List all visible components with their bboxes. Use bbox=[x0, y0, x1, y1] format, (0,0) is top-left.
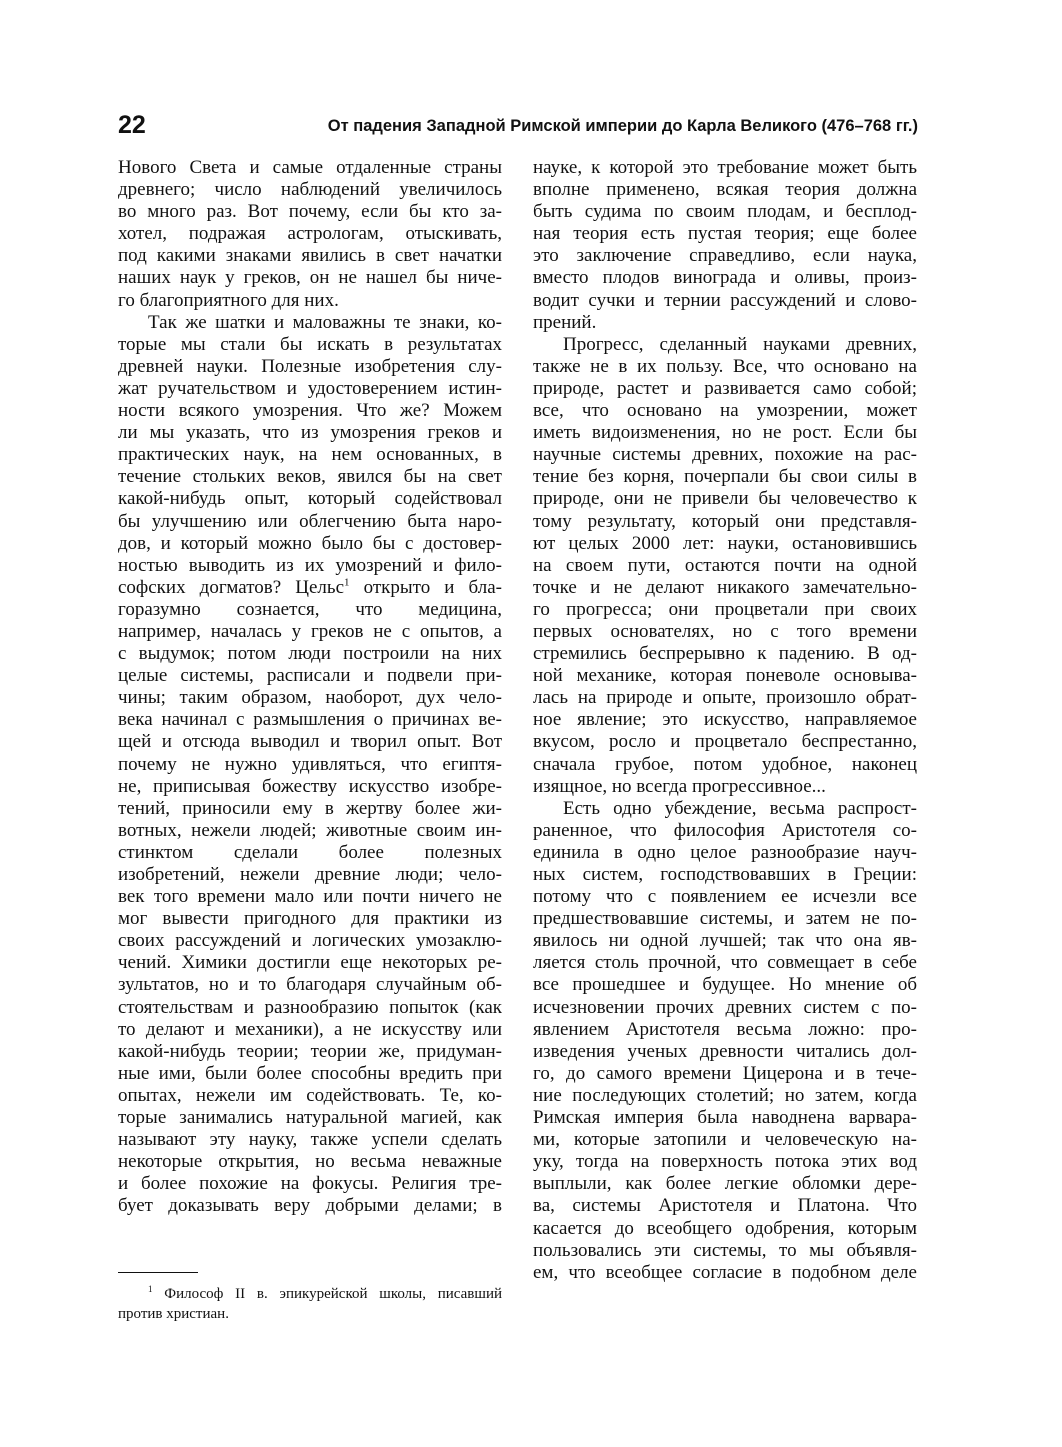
paragraph-first-line: Прогресс, сделанный науками древних, bbox=[563, 333, 917, 355]
footnote-text: Философ II в. эпикурейской школы, писавший bbox=[164, 1286, 502, 1302]
text-line: первых основателях, но с того времени bbox=[533, 620, 917, 642]
text-line: например, началась у греков не с опытов, а bbox=[118, 620, 502, 642]
text-line-with-footnote bbox=[118, 577, 502, 599]
text-line: ные ими, были более способны вредить при bbox=[118, 1062, 502, 1084]
text-line: древней науки. Полезные изобретения слу- bbox=[118, 355, 502, 377]
text-line: ная теория есть пустая теория; еще более bbox=[533, 223, 917, 245]
text-line: чины; таким образом, наоборот, дух чело- bbox=[118, 687, 502, 709]
text-line: предшествовавшие системы, и затем не по- bbox=[533, 908, 917, 930]
text-line: вполне применено, всякая теория должна bbox=[533, 179, 917, 201]
text-line: чений. Химики достигли еще некоторых ре- bbox=[118, 952, 502, 974]
text-line: вместо плодов винограда и оливы, произ- bbox=[533, 267, 917, 289]
text-line: выплыли, как более легкие обломки дере- bbox=[533, 1173, 917, 1195]
text-line: стремились беспрерывно к падению. В од- bbox=[533, 643, 917, 665]
text-line: какой-нибудь опыт, который содействовал bbox=[118, 488, 502, 510]
text-line: науке, к которой это требование может быть bbox=[533, 157, 917, 178]
text-line: не, приписывая божеству искусство изобре- bbox=[118, 775, 502, 797]
text-line: ностью выводить из их умозрений и фило- bbox=[118, 554, 502, 576]
text-line: и более похожие на фокусы. Религия тре- bbox=[118, 1173, 502, 1195]
text-line: бует доказывать веру добрыми делами; в bbox=[118, 1195, 502, 1217]
text-line: ние последующих столетий; но затем, когда bbox=[533, 1084, 917, 1106]
text-line: бы улучшению или облегчению быта наро- bbox=[118, 510, 502, 532]
text-line: ли мы указать, что из умозрения греков и bbox=[118, 422, 502, 444]
text-line: стинктом сделали более полезных bbox=[118, 841, 502, 863]
footnote-line bbox=[118, 1284, 502, 1304]
text-line: тение без корня, почерпали бы свои силы в bbox=[533, 466, 917, 488]
text-line: уку, тогда на поверхность потока этих вод bbox=[533, 1151, 917, 1173]
text-line: ем, что всеобщее согласие в подобном деле bbox=[533, 1261, 917, 1283]
text-line: течение стольких веков, явился бы на свет bbox=[118, 466, 502, 488]
text-line: наших наук у греков, он не нашел бы ниче- bbox=[118, 267, 502, 289]
text-line: стоятельствам и разнообразию попыток (как bbox=[118, 996, 502, 1018]
text-line: все, что основано на умозрении, может bbox=[533, 400, 917, 422]
text-line: водит сучки и тернии рассуждений и слово- bbox=[533, 289, 917, 311]
text-line: ляется столь прочной, что совмещает в себе bbox=[533, 952, 917, 974]
text-line: тений, приносили ему в жертву более жи- bbox=[118, 797, 502, 819]
text-line: какой-нибудь теории; теории же, придуман- bbox=[118, 1040, 502, 1062]
text-line: мог вывести пригодного для практики из bbox=[118, 908, 502, 930]
text-line: практических наук, на нем основанных, в bbox=[118, 444, 502, 466]
text-line: Нового Света и самые отдаленные страны bbox=[118, 157, 502, 178]
text-line: точке и не делают никакого замечательно- bbox=[533, 576, 917, 598]
text-line: раненное, что философия Аристотеля со- bbox=[533, 819, 917, 841]
text-line: го, до самого времени Цицерона и в тече- bbox=[533, 1062, 917, 1084]
text-line: под какими знаками явились в свет начатки bbox=[118, 245, 502, 267]
text-line: зультатов, но и то благодаря случайным об- bbox=[118, 974, 502, 996]
text-line: пользовались эти системы, то мы объявля- bbox=[533, 1239, 917, 1261]
text-line: хотел, подражая астрологам, отыскивать, bbox=[118, 223, 502, 245]
right-text-column bbox=[533, 157, 917, 1284]
text-line: ное явление; это искусство, направляемое bbox=[533, 709, 917, 731]
text-line: природе, они не привели бы человечество к bbox=[533, 488, 917, 510]
text-line: Римская империя была наводнена варвара- bbox=[533, 1107, 917, 1129]
text-line: опытах, нежели им содействовать. Те, ко- bbox=[118, 1084, 502, 1106]
footnote-reference[interactable]: 1 bbox=[344, 576, 350, 589]
text-line: ют целых 2000 лет: науки, остановившись bbox=[533, 532, 917, 554]
text-line: ных систем, господствовавших в Греции: bbox=[533, 864, 917, 885]
footnote bbox=[118, 1284, 502, 1324]
text-line: изящное, но всегда прогрессивное... bbox=[533, 775, 826, 797]
text-line: дов, и который можно было бы с достовер- bbox=[118, 532, 502, 554]
text-line: сначала грубое, потом удобное, наконец bbox=[533, 753, 917, 775]
text-line: века начинал с размышления о причинах ве- bbox=[118, 709, 502, 731]
text-line: торые занимались натуральной магией, как bbox=[118, 1107, 502, 1129]
text-line: то делают и механики), а не искусству или bbox=[118, 1018, 502, 1040]
text-line: вкусом, росло и процветало беспрестанно, bbox=[533, 731, 917, 753]
text-line: ми, которые затопили и человеческую на- bbox=[533, 1129, 917, 1151]
text-line: научные системы древних, похожие на рас- bbox=[533, 444, 917, 466]
text-line: явлением Аристотеля весьма ложно: про- bbox=[533, 1018, 917, 1040]
text-line: ности всякого умозрения. Что же? Можем bbox=[118, 400, 502, 422]
footnote-mark: 1 bbox=[148, 1284, 153, 1294]
text-line: щей и отсюда выводил и творил опыт. Вот bbox=[118, 731, 502, 753]
text-line: своих рассуждений и логических умозаклю- bbox=[118, 930, 502, 952]
text-line: называют эту науку, также успели сделать bbox=[118, 1129, 502, 1151]
text-line: ной механике, которая поневоле основыва- bbox=[533, 665, 917, 687]
page-header bbox=[118, 110, 918, 142]
paragraph-first-line: Есть одно убеждение, весьма распрост- bbox=[563, 797, 917, 819]
text-line: на своем пути, остаются почти на одной bbox=[533, 554, 917, 576]
text-line: торые мы стали бы искать в результатах bbox=[118, 333, 502, 355]
text-line: почему не нужно удивляться, что египтя- bbox=[118, 753, 502, 775]
footnote-line: против христиан. bbox=[118, 1306, 229, 1322]
text-line: целые системы, расписали и подвели при- bbox=[118, 665, 502, 687]
text-line: исчезновении прочих древних систем с по- bbox=[533, 996, 917, 1018]
text-line: жат ручательством и удостоверением истин- bbox=[118, 377, 502, 399]
text-line: изобретений, нежели древние люди; чело- bbox=[118, 864, 502, 885]
footnote-divider bbox=[118, 1272, 198, 1273]
text-line: явилось ни одной лучшей; так что она яв- bbox=[533, 930, 917, 952]
text-line: с выдумок; потом люди построили на них bbox=[118, 643, 502, 665]
left-text-column bbox=[118, 157, 502, 1218]
text-line: касается до всеобщего одобрения, которым bbox=[533, 1217, 917, 1239]
text-line: лась на природе и опыте, произошло обрат- bbox=[533, 687, 917, 709]
text-line: также не в их пользу. Все, что основано на bbox=[533, 355, 917, 377]
text-line: го прогресса; они процветали при своих bbox=[533, 598, 917, 620]
text-line: во много раз. Вот почему, если бы кто за- bbox=[118, 201, 502, 223]
text-line: единила в одно целое разнообразие науч- bbox=[533, 841, 917, 863]
text-line: прений. bbox=[533, 311, 597, 333]
running-title: От падения Западной Римской империи до Карла Великого (476–768 гг.) bbox=[327, 117, 918, 135]
text-fragment: открыто и бла- bbox=[349, 576, 502, 598]
text-line: быть судима по своим плодам, и бесплод- bbox=[533, 201, 917, 223]
text-line: горазумно сознается, что медицина, bbox=[118, 598, 502, 620]
text-line: древнего; число наблюдений увеличилось bbox=[118, 179, 502, 201]
text-line: век того времени мало или почти ничего не bbox=[118, 886, 502, 908]
text-line: иметь видоизменения, но не рост. Если бы bbox=[533, 422, 917, 444]
text-line: тому результату, который они представля- bbox=[533, 510, 917, 532]
text-line: изведения ученых древности читались дол- bbox=[533, 1040, 917, 1062]
paragraph-first-line: Так же шатки и маловажны те знаки, ко- bbox=[148, 311, 502, 333]
page-number: 22 bbox=[118, 111, 146, 139]
text-fragment: софских догматов? Цельс bbox=[118, 576, 344, 598]
text-line: некоторые открытия, но весьма неважные bbox=[118, 1151, 502, 1173]
text-line: природе, растет и развивается само собой; bbox=[533, 377, 917, 399]
text-line: все прошедшее и будущее. Но мнение об bbox=[533, 974, 917, 996]
text-line: это заключение справедливо, если наука, bbox=[533, 245, 917, 267]
text-line: ва, системы Аристотеля и Платона. Что bbox=[533, 1195, 917, 1217]
text-line: потому что с появлением ее исчезли все bbox=[533, 886, 917, 908]
text-line: вотных, нежели людей; животные своим ин- bbox=[118, 819, 502, 841]
text-line: го благоприятного для них. bbox=[118, 289, 339, 311]
